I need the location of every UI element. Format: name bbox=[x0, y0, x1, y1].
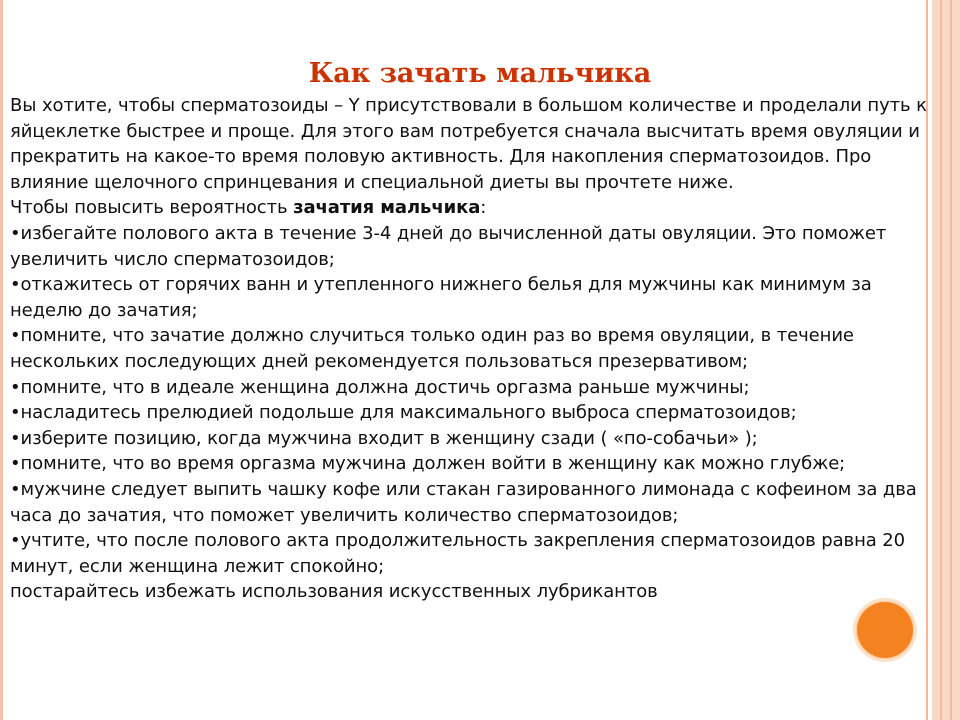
list-item: •избегайте полового акта в течение 3-4 дней до вычисленной даты овуляции. Это поможет увеличить число сперматозоидов; bbox=[10, 222, 887, 270]
list-item: •помните, что зачатие должно случиться только один раз во время овуляции, в течение нескольких последующих дней рекомендуется пользоваться презервативом; bbox=[10, 325, 854, 372]
lead-colon: : bbox=[480, 197, 487, 219]
lead-text: Чтобы повысить вероятность bbox=[10, 197, 294, 219]
left-border-decoration bbox=[0, 0, 3, 720]
list-item: •откажитесь от горячих ванн и утепленного нижнего белья для мужчины как минимум за неделю до зачатия; bbox=[10, 274, 872, 321]
lead-line bbox=[10, 195, 948, 221]
lead-bold-text: зачатия мальчика bbox=[293, 197, 481, 219]
slide-title: Как зачать мальчика bbox=[308, 58, 652, 89]
list-item: •помните, что в идеале женщина должна достичь оргазма раньше мужчины; bbox=[10, 376, 750, 398]
list-item: •учтите, что после полового акта продолжительность закрепления сперматозоидов равна 20 минут, если женщина лежит спокойно; bbox=[10, 530, 905, 577]
closing-line: постарайтесь избежать использования искусственных лубрикантов bbox=[10, 581, 658, 603]
list-item: •изберите позицию, когда мужчина входит в женщину сзади ( «по-собачьи» ); bbox=[10, 427, 758, 449]
list-item: •насладитесь прелюдией подольше для максимального выброса сперматозоидов; bbox=[10, 402, 797, 424]
orange-circle-decoration bbox=[856, 601, 914, 659]
list-item: •помните, что во время оргазма мужчина должен войти в женщину как можно глубже; bbox=[10, 453, 846, 475]
intro-paragraph: Вы хотите, чтобы сперматозоиды – Y присутствовали в большом количестве и проделали путь к яйцеклетке быстрее и проще. Для этого вам потребуется сначала высчитать время овуляции и прекратить на какое-то время половую активность. Для накопления сперматозоидов. Про влияние щелочного спринцевания и специальной диеты вы прочтете ниже. bbox=[10, 95, 927, 193]
list-item: •мужчине следует выпить чашку кофе или стакан газированного лимонада с кофеином за два часа до зачатия, что поможет увеличить количество сперматозоидов; bbox=[10, 478, 917, 526]
slide-body bbox=[10, 93, 948, 605]
